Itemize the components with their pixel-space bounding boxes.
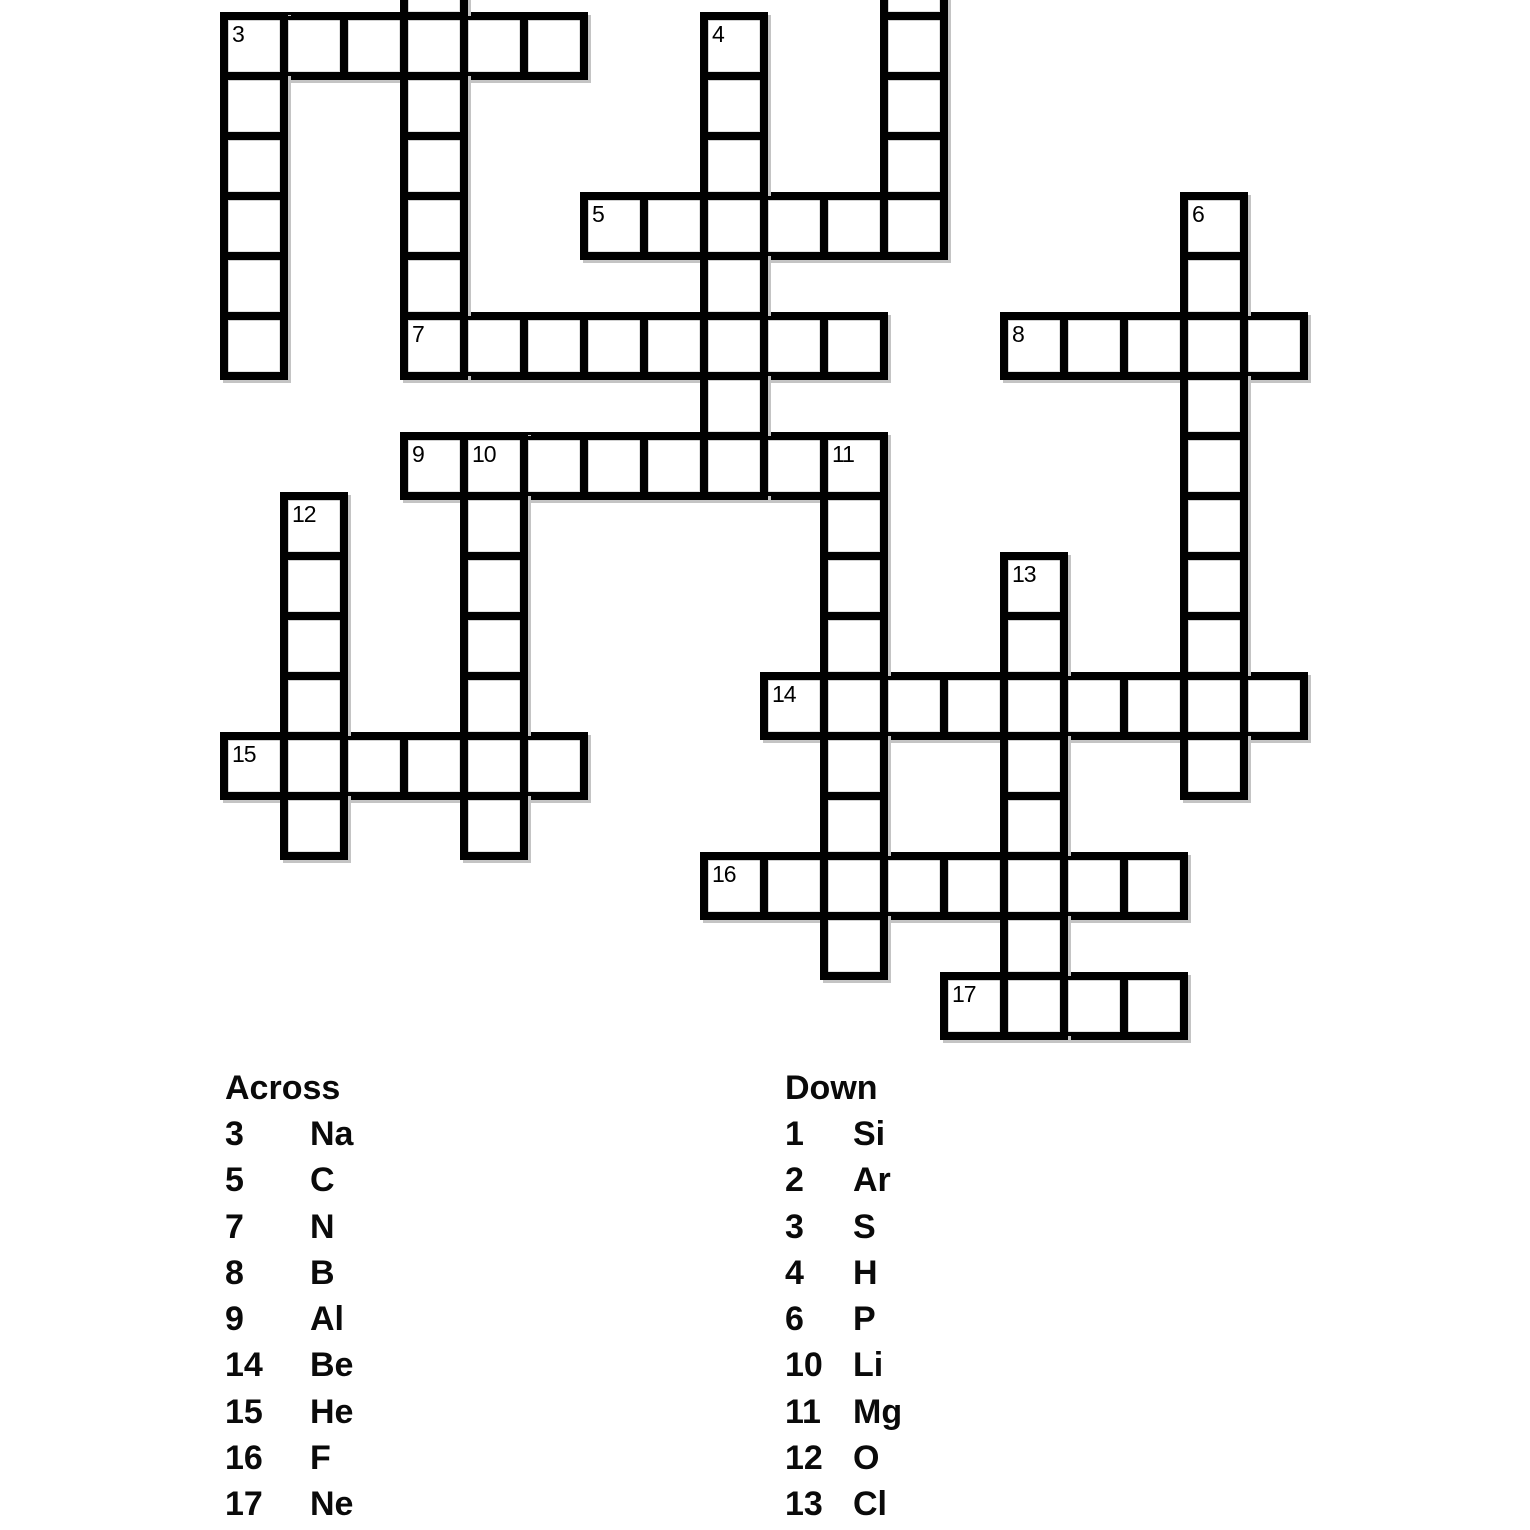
grid-cell-c8-r3[interactable] [704, 196, 764, 256]
cell-number-16: 16 [712, 861, 736, 887]
clue-number: 11 [785, 1392, 821, 1431]
cell-number-12: 12 [292, 501, 316, 527]
clue-text: Ar [853, 1161, 891, 1200]
clue-text: Ne [310, 1485, 354, 1524]
grid-cell-c5-r5[interactable] [524, 316, 584, 376]
clue-number: 12 [785, 1439, 823, 1478]
cell-number-5: 5 [592, 201, 604, 227]
clue-text: Na [310, 1115, 354, 1153]
clue-number: 10 [785, 1346, 823, 1385]
across-clue-list [225, 1111, 705, 1528]
across-clue-7 [225, 1204, 705, 1250]
grid-cell-c10-r13[interactable] [824, 796, 884, 856]
clue-text: N [310, 1207, 335, 1246]
down-clue-1 [785, 1111, 1265, 1157]
clue-number: 15 [225, 1392, 263, 1431]
grid-cell-c13-r15[interactable] [1004, 916, 1064, 976]
grid-cell-c1-r0[interactable] [284, 16, 344, 76]
down-clue-12 [785, 1435, 1265, 1481]
down-clue-2 [785, 1157, 1265, 1203]
grid-cell-c5-r7[interactable] [524, 436, 584, 496]
down-clue-4 [785, 1250, 1265, 1296]
grid-cell-c4-r0[interactable] [464, 16, 524, 76]
clue-number: 16 [225, 1439, 263, 1478]
grid-cell-c4-r13[interactable] [464, 796, 524, 856]
grid-cell-c10-r15[interactable] [824, 916, 884, 976]
grid-cell-c3-r-1[interactable] [404, 0, 464, 16]
grid-cell-c7-r3[interactable] [644, 196, 704, 256]
grid-cell-c11-r11[interactable] [884, 676, 944, 736]
grid-cell-c15-r16[interactable] [1124, 976, 1184, 1036]
grid-cell-c9-r5[interactable] [764, 316, 824, 376]
clue-number: 14 [225, 1346, 263, 1385]
grid-cell-c4-r9[interactable] [464, 556, 524, 616]
across-heading: Across [225, 1069, 341, 1107]
grid-cell-c16-r5[interactable] [1184, 316, 1244, 376]
grid-cell-c15-r11[interactable] [1124, 676, 1184, 736]
grid-cell-c16-r11[interactable] [1184, 676, 1244, 736]
grid-cell-c13-r11[interactable] [1004, 676, 1064, 736]
grid-cell-c5-r0[interactable] [524, 16, 584, 76]
grid-cell-c3-r4[interactable] [404, 256, 464, 316]
clue-text: S [853, 1207, 876, 1246]
grid-cell-c10-r11[interactable] [824, 676, 884, 736]
grid-cell-c11-r1[interactable] [884, 76, 944, 136]
grid-cell-c0-r4[interactable] [224, 256, 284, 316]
across-clue-16 [225, 1435, 705, 1481]
grid-cell-c17-r5[interactable] [1244, 316, 1304, 376]
grid-cell-c14-r16[interactable] [1064, 976, 1124, 1036]
grid-cell-c12-r14[interactable] [944, 856, 1004, 916]
across-clue-5 [225, 1157, 705, 1203]
grid-cell-c0-r3[interactable] [224, 196, 284, 256]
grid-cell-c1-r12[interactable] [284, 736, 344, 796]
cell-number-7: 7 [412, 321, 424, 347]
grid-cell-c13-r12[interactable] [1004, 736, 1064, 796]
cell-number-13: 13 [1012, 561, 1036, 587]
grid-cell-c14-r14[interactable] [1064, 856, 1124, 916]
down-clue-11 [785, 1389, 1265, 1435]
grid-cell-c6-r5[interactable] [584, 316, 644, 376]
grid-cell-c1-r11[interactable] [284, 676, 344, 736]
clue-text: Li [853, 1346, 884, 1385]
grid-cell-c17-r11[interactable] [1244, 676, 1304, 736]
clue-text: P [853, 1300, 876, 1339]
grid-cell-c10-r9[interactable] [824, 556, 884, 616]
clue-text: Cl [853, 1485, 887, 1524]
grid-cell-c13-r13[interactable] [1004, 796, 1064, 856]
clue-number: 2 [785, 1161, 804, 1200]
grid-cell-c16-r6[interactable] [1184, 376, 1244, 436]
grid-cell-c16-r10[interactable] [1184, 616, 1244, 676]
grid-cell-c15-r14[interactable] [1124, 856, 1184, 916]
grid-cell-c16-r8[interactable] [1184, 496, 1244, 556]
clue-text: F [310, 1439, 331, 1478]
grid-cell-c4-r5[interactable] [464, 316, 524, 376]
grid-cell-c16-r4[interactable] [1184, 256, 1244, 316]
grid-cell-c16-r12[interactable] [1184, 736, 1244, 796]
clue-number: 6 [785, 1300, 804, 1339]
clue-text: Al [310, 1300, 344, 1339]
cell-number-6: 6 [1192, 201, 1204, 227]
down-clue-6 [785, 1296, 1265, 1342]
grid-cell-c1-r13[interactable] [284, 796, 344, 856]
grid-cell-c10-r14[interactable] [824, 856, 884, 916]
grid-cell-c4-r8[interactable] [464, 496, 524, 556]
across-clue-3 [225, 1111, 705, 1157]
across-clue-14 [225, 1342, 705, 1388]
down-clue-13 [785, 1481, 1265, 1527]
grid-cell-c2-r12[interactable] [344, 736, 404, 796]
clue-text: B [310, 1253, 335, 1292]
grid-cell-c1-r10[interactable] [284, 616, 344, 676]
grid-cell-c9-r3[interactable] [764, 196, 824, 256]
grid-cell-c3-r1[interactable] [404, 76, 464, 136]
grid-cell-c3-r0[interactable] [404, 16, 464, 76]
grid-cell-c8-r4[interactable] [704, 256, 764, 316]
grid-cell-c11-r14[interactable] [884, 856, 944, 916]
grid-cell-c10-r3[interactable] [824, 196, 884, 256]
grid-cell-c13-r14[interactable] [1004, 856, 1064, 916]
cell-number-9: 9 [412, 441, 424, 467]
clue-text: Mg [853, 1392, 903, 1431]
cell-number-15: 15 [232, 741, 256, 767]
grid-cell-c12-r11[interactable] [944, 676, 1004, 736]
grid-cell-c5-r12[interactable] [524, 736, 584, 796]
clue-text: He [310, 1392, 354, 1431]
grid-cell-c8-r1[interactable] [704, 76, 764, 136]
grid-cell-c8-r5[interactable] [704, 316, 764, 376]
grid-cell-c14-r11[interactable] [1064, 676, 1124, 736]
grid-cell-c3-r12[interactable] [404, 736, 464, 796]
clue-number: 5 [225, 1161, 244, 1200]
clue-number: 8 [225, 1253, 244, 1292]
grid-cell-c13-r16[interactable] [1004, 976, 1064, 1036]
across-clue-8 [225, 1250, 705, 1296]
clue-text: Be [310, 1346, 354, 1385]
cell-number-11: 11 [832, 441, 854, 467]
clue-number: 4 [785, 1253, 804, 1292]
cell-number-4: 4 [712, 21, 724, 47]
clue-number: 17 [225, 1485, 263, 1524]
grid-cell-c8-r6[interactable] [704, 376, 764, 436]
grid-cell-c10-r12[interactable] [824, 736, 884, 796]
clue-number: 9 [225, 1300, 244, 1339]
grid-cell-c11-r2[interactable] [884, 136, 944, 196]
grid-cell-c9-r7[interactable] [764, 436, 824, 496]
grid-cell-c8-r7[interactable] [704, 436, 764, 496]
across-clue-9 [225, 1296, 705, 1342]
grid-cell-c4-r11[interactable] [464, 676, 524, 736]
grid-cell-c11-r0[interactable] [884, 16, 944, 76]
grid-cell-c16-r7[interactable] [1184, 436, 1244, 496]
down-clues [785, 1065, 1265, 1528]
clue-number: 13 [785, 1485, 823, 1524]
grid-cell-c11-r-1[interactable] [884, 0, 944, 16]
cell-number-14: 14 [772, 681, 796, 707]
grid-cell-c10-r10[interactable] [824, 616, 884, 676]
grid-cell-c10-r5[interactable] [824, 316, 884, 376]
across-clue-17 [225, 1481, 705, 1527]
clue-text: H [853, 1253, 878, 1292]
clue-number: 3 [225, 1115, 244, 1153]
cell-number-10: 10 [472, 441, 496, 467]
grid-cell-c11-r3[interactable] [884, 196, 944, 256]
grid-cell-c4-r10[interactable] [464, 616, 524, 676]
grid-cell-c2-r0[interactable] [344, 16, 404, 76]
grid-cell-c0-r1[interactable] [224, 76, 284, 136]
clue-text: C [310, 1161, 335, 1200]
grid-cell-c14-r5[interactable] [1064, 316, 1124, 376]
grid-cell-c9-r14[interactable] [764, 856, 824, 916]
grid-cell-c8-r2[interactable] [704, 136, 764, 196]
across-clue-15 [225, 1389, 705, 1435]
cell-number-3: 3 [232, 21, 244, 47]
grid-cell-c4-r12[interactable] [464, 736, 524, 796]
down-clue-3 [785, 1204, 1265, 1250]
clue-number: 7 [225, 1207, 244, 1246]
across-clues [225, 1065, 705, 1528]
clue-text: O [853, 1439, 880, 1478]
grid-cell-c7-r7[interactable] [644, 436, 704, 496]
grid-cell-c16-r9[interactable] [1184, 556, 1244, 616]
grid-cell-c13-r10[interactable] [1004, 616, 1064, 676]
down-clue-10 [785, 1342, 1265, 1388]
grid-cell-c0-r2[interactable] [224, 136, 284, 196]
clue-text: Si [853, 1115, 886, 1153]
grid-cell-c1-r9[interactable] [284, 556, 344, 616]
down-clue-list [785, 1111, 1265, 1528]
cell-number-8: 8 [1012, 321, 1024, 347]
down-heading: Down [785, 1069, 878, 1107]
cell-number-17: 17 [952, 981, 976, 1007]
clue-number: 3 [785, 1207, 804, 1246]
grid-cell-c10-r8[interactable] [824, 496, 884, 556]
grid-cell-c3-r2[interactable] [404, 136, 464, 196]
grid-cell-c6-r7[interactable] [584, 436, 644, 496]
grid-cell-c15-r5[interactable] [1124, 316, 1184, 376]
clue-number: 1 [785, 1115, 804, 1153]
grid-cell-c3-r3[interactable] [404, 196, 464, 256]
grid-cell-c0-r5[interactable] [224, 316, 284, 376]
grid-cell-c7-r5[interactable] [644, 316, 704, 376]
